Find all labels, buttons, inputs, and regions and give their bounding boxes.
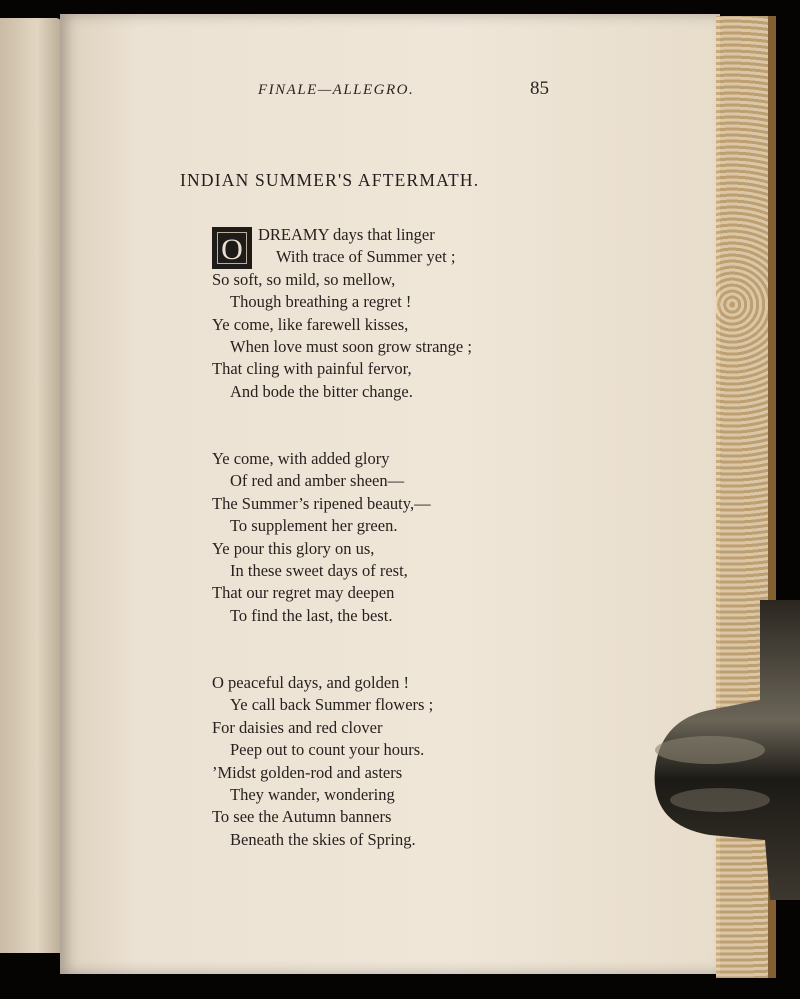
poem-line: To see the Autumn banners [212,807,392,827]
stanza-1 [212,224,472,403]
left-page [0,18,62,953]
poem-line: Of red and amber sheen— [230,471,405,491]
poem-line: Peep out to count your hours. [230,740,425,760]
poem-line: For daisies and red clover [212,717,383,737]
poem-line: Ye come, like farewell kisses, [212,314,409,334]
page-number: 85 [530,78,549,99]
poem-line: And bode the bitter change. [230,381,413,401]
running-header: FINALE—ALLEGRO. [258,82,415,98]
poem-line: To supplement her green. [230,516,398,536]
stanza-2 [212,448,431,627]
stanza-3 [212,672,433,851]
poem-line: When love must soon grow strange ; [230,337,472,357]
poem-title: INDIAN SUMMER'S AFTERMATH. [180,170,480,190]
poem-line: Beneath the skies of Spring. [230,829,416,849]
drop-cap-letter: O [217,232,247,264]
poem-line: That our regret may deepen [212,583,395,603]
poem-line: They wander, wondering [230,785,395,805]
poem-line: That cling with painful fervor, [212,359,412,379]
poem-line: So soft, so mild, so mellow, [212,269,396,289]
page-clip [650,600,800,900]
poem-line: Ye pour this glory on us, [212,538,375,558]
poem-line: The Summer’s ripened beauty,— [212,493,431,513]
poem-line: To find the last, the best. [230,605,393,625]
poem-line: O peaceful days, and golden ! [212,673,410,692]
poem-line: Ye come, with added glory [212,449,390,468]
poem-line: With trace of Summer yet ; [276,247,456,267]
poem-line: ’Midst golden-rod and asters [212,762,403,782]
poem-line: Ye call back Summer flowers ; [230,695,434,715]
poem-line: Though breathing a regret ! [230,292,412,312]
poem-line: In these sweet days of rest, [230,561,408,581]
poem-line: DREAMY days that linger [258,225,435,244]
